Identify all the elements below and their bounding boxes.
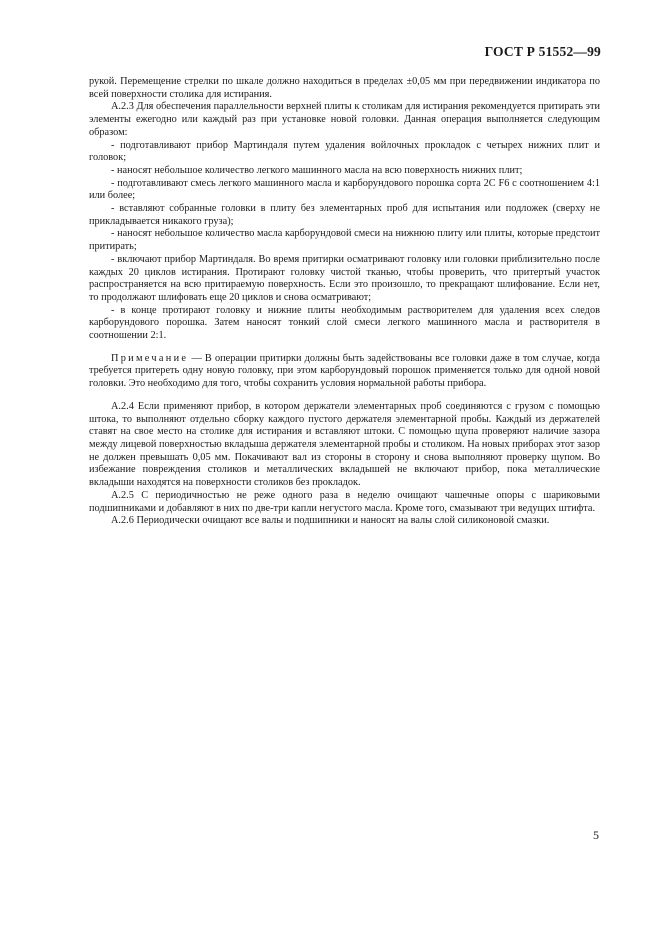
- paragraph-a-2-5: А.2.5 С периодичностью не реже одного раза в неделю очищают чашечные опоры с шариковыми подшипниками и добавляют в них по две-три капли негустого масла. Кроме того, смазывают три ведущих штифта.: [89, 489, 600, 514]
- list-item-apply-carborundum: - наносят небольшое количество масла карборундовой смеси на нижнюю плиту или плиты, которые предстоит притирать;: [89, 228, 600, 253]
- document-code-header: ГОСТ Р 51552—99: [484, 44, 601, 59]
- paragraph-a-2-4: А.2.4 Если применяют прибор, в котором держатели элементарных проб соединяются с грузом с помощью штока, то выполняют отдельно сборку каждого пустого держателя элементарной пробы. Каждый из держателей ставят на свое место на столике для истирания и вставляют штоки. С помощью щупа проверяют наличие зазора между лицевой поверхностью вкладыша держателя элементарной пробы и столиком. На новых приборах этот зазор не должен превышать 0,05 мм. Покачивают вал из стороны в сторону и снова выполняют проверку щупом. Во избежание повреждения столиков и металлических вкладышей не включают прибор, пока металлические вкладыши находятся на поверхности столиков без прокладок.: [89, 400, 600, 489]
- list-item-apply-oil: - наносят небольшое количество легкого машинного масла на всю поверхность нижних плит;: [111, 164, 523, 176]
- list-item-prepare-device: - подготавливают прибор Мартиндаля путем удаления войлочных прокладок с четырех нижних плит и головок;: [89, 139, 600, 164]
- list-item-clean-heads: - в конце протирают головку и нижние плиты необходимым растворителем для удаления всех следов карборундового порошка. Затем наносят тонкий слой смеси легкого машинного масла и растворителя в соотношении 2:1.: [89, 304, 600, 342]
- note-paragraph: [89, 353, 600, 391]
- paragraph-a-2-6: А.2.6 Периодически очищают все валы и подшипники и наносят на валы слой силиконовой смазки.: [111, 515, 550, 527]
- list-item-insert-heads: - вставляют собранные головки в плиту без элементарных проб для испытания или подложек (сверху не прикладывается никакого груза);: [89, 203, 600, 227]
- note-text: — В операции притирки должны быть задействованы все головки даже в том случае, когда требуется притереть одну новую головку, при этом карборундовый порошок применяется только для одной новой головки. Это необходимо для того, чтобы сохранить условия нормальной работы прибора.: [89, 352, 600, 390]
- list-item-prepare-mixture: - подготавливают смесь легкого машинного масла и карборундового порошка сорта 2С F6 с соотношением 4:1 или более;: [89, 177, 600, 202]
- paragraph-a-2-3: А.2.3 Для обеспечения параллельности верхней плиты к столикам для истирания рекомендуется притирать эти элементы ежегодно или каждый раз при установке новой головки. Данная операция выполняется следующим образом:: [89, 101, 600, 138]
- paragraph-continuation: рукой. Перемещение стрелки по шкале должно находиться в пределах ±0,05 мм при передвижении индикатора по всей поверхности столика для истирания.: [89, 76, 600, 100]
- note-label: Примечание: [111, 352, 189, 364]
- page-number: 5: [593, 828, 599, 842]
- document-body: [89, 76, 600, 528]
- list-item-run-device: - включают прибор Мартиндаля. Во время притирки осматривают головку или головки приблизительно после каждых 20 циклов истирания. Протирают головку чистой тканью, чтобы проверить, что притертый участок распространяется на всю притираемую поверхность. Если это произошло, то прекращают шлифование. Если нет, то продолжают шлифовать еще 20 циклов и снова осматривают;: [89, 253, 600, 303]
